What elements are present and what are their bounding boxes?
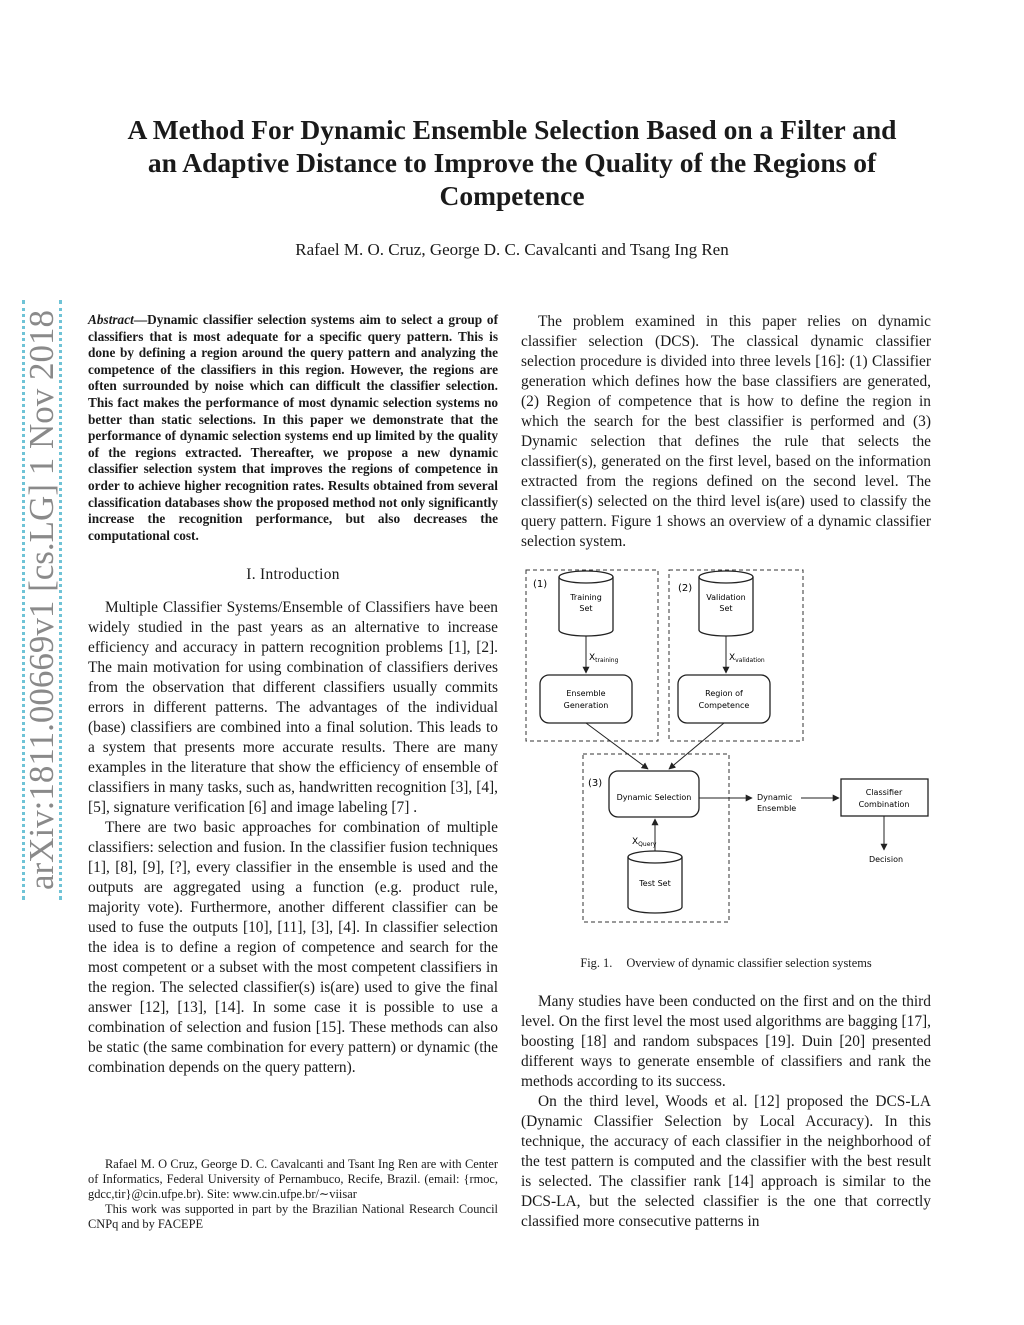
title-line: an Adaptive Distance to Improve the Quality of the Regions of — [147, 147, 877, 178]
body-paragraph: Multiple Classifier Systems/Ensemble of Classifiers have been widely studied in the past years as an alternative to increase efficiency and accuracy in pattern recognition problems [1], [2]. The main motivation for using combination of classifiers derives from the observation that different classifiers usually commits errors in different patterns. The advantages of the individual (base) classifiers are combined into a final solution. This leads to a system that presents more accurate results. There are many examples in the literature that show the efficiency of ensemble of classifiers in many tasks, such as, handwritten recognition [3], [4], [5], signature verification [6] and image labeling [7] . — [88, 599, 498, 817]
arxiv-stamp: arXiv:1811.00669v1 [cs.LG] 1 Nov 2018 — [22, 300, 62, 900]
arrow-ensemble-to-selection — [586, 723, 648, 769]
footnote-funding: This work was supported in part by the Brazilian National Research Council CNPq and by FACEPE — [88, 1202, 498, 1231]
arrow-region-to-selection — [669, 723, 724, 769]
figure-caption — [521, 956, 931, 971]
training-set-label: Training — [570, 593, 602, 602]
classifier-combination-label: Classifier — [865, 788, 903, 797]
dynamic-ensemble-label: Dynamic — [757, 793, 793, 802]
region-of-competence-label: Competence — [698, 701, 750, 710]
paper-title — [60, 113, 964, 212]
validation-set-label: Validation — [706, 593, 746, 602]
body-paragraph: On the third level, Woods et al. [12] proposed the DCS-LA (Dynamic Classifier Selection by Local Accuracy). In this technique, the accuracy of each classifier in the neighborhood of the test pattern is computed and the classifier with the best result is selected. The classifier rank [14] approach is similar to the DCS-LA, but the selected classifier is the one that correctly classified more consecutive patterns in — [521, 1093, 931, 1230]
figure-diagram — [521, 565, 933, 955]
validation-set-cylinder — [699, 571, 753, 636]
caption-text: Overview of dynamic classifier selection systems — [626, 956, 872, 970]
author-list: Rafael M. O. Cruz, George D. C. Cavalcanti and Tsang Ing Ren — [295, 240, 729, 259]
region-of-competence-box — [678, 675, 770, 723]
classifier-combination-box — [841, 779, 928, 816]
test-set-label: Test Set — [639, 879, 671, 888]
region-of-competence-label: Region of — [705, 689, 743, 698]
abstract-label: Abstract — [88, 312, 134, 327]
ensemble-generation-label: Generation — [563, 701, 609, 710]
left-column — [88, 312, 498, 1078]
training-set-cylinder — [559, 571, 613, 636]
training-set-label: Set — [579, 604, 593, 613]
test-set-cylinder — [628, 851, 682, 913]
stage1-label: (1) — [533, 579, 548, 590]
x-validation-label: $X_{validation}$ — [729, 653, 765, 664]
abstract-text: Dynamic classifier selection systems aim to select a group of classifiers that is most adequate for a specific query pattern. This is done by defining a region around the query pattern and analyzing the competence of the classifiers in this region. However, the regions are often surrounded by noise which can difficult the classifier selection. This fact makes the performance of most dynamic selection systems no better than static selections. In this paper we demonstrate that the performance of dynamic selection systems end up limited by the quality of the regions extracted. Thereafter, we propose a new dynamic classifier selection system that improves the regions of competence in order to achieve higher recognition rates. Results obtained from several classification databases show the proposed method not only significantly increase the recognition performance, but also decreases the computational cost. — [88, 312, 498, 543]
ensemble-generation-label: Ensemble — [566, 689, 606, 698]
stage2-label: (2) — [678, 583, 693, 594]
validation-set-label: Set — [719, 604, 733, 613]
stage3-label: (3) — [588, 778, 603, 789]
body-paragraph: Many studies have been conducted on the first and on the third level. On the first level the most used algorithms are bagging [17], boosting [18] and random subspaces [19]. Duin [20] presented different ways to generate ensemble of classifiers and rank the methods according to its success. — [521, 993, 931, 1090]
figure-dcs-overview — [521, 565, 933, 955]
abstract: Abstract—Dynamic classifier selection systems aim to select a group of classifiers that is most adequate for a specific query pattern. This is done by defining a region around the query pattern and analyzing the competence of the classifiers in this region. However, the regions are often surrounded by noise which can difficult the classifier selection. This fact makes the performance of most dynamic selection systems no better than static selections. In this paper we demonstrate that the performance of dynamic selection systems end up limited by the quality of the regions extracted. Thereafter, we propose a new dynamic classifier selection system that improves the regions of competence in order to achieve higher recognition rates. Results obtained from several classification databases show the proposed method not only significantly increase the recognition performance, but also decreases the computational cost. — [88, 312, 498, 543]
title-line: Competence — [439, 180, 585, 211]
body-paragraph: There are two basic approaches for combination of multiple classifiers: selection and fusion. In the classifier fusion techniques [1], [8], [9], [?], every classifier in the ensemble is used and the outputs are aggregated using a function (e.g. product rule, majority vote). Furthermore, another different classifier can be used to fuse the outputs [10], [11], [3], [4]. In classifier selection the idea is to define a region of competence and search for the most competent or a subset with the most competent classifiers in the region. The selected classifier(s) is(are) used to give the final answer [12], [13], [14]. In some case it is possible to use a combination of selection and fusion [15]. These methods can also be static (the same combination for every pattern) or dynamic (the combination depends on the query pattern). — [88, 819, 498, 1077]
x-training-label: $X_{training}$ — [589, 653, 619, 664]
right-column — [521, 312, 931, 552]
footnote-affiliation: Rafael M. O Cruz, George D. C. Cavalcanti and Tsant Ing Ren are with Center of Informatics, Federal University of Pernambuco, Recife, Brazil. (email: {rmoc, gdcc,tir}@cin.ufpe.br). Site: www.cin.ufpe.br/∼viisar — [88, 1157, 498, 1201]
caption-label: Fig. 1. — [580, 956, 613, 970]
dynamic-selection-label: Dynamic Selection — [616, 793, 692, 802]
title-line: A Method For Dynamic Ensemble Selection Based on a Filter and — [127, 114, 897, 145]
classifier-combination-label: Combination — [858, 800, 910, 809]
footnotes — [88, 1157, 498, 1232]
right-column-continued — [521, 992, 931, 1232]
decision-label: Decision — [868, 855, 904, 864]
body-paragraph: The problem examined in this paper relies on dynamic classifier selection (DCS). The classical dynamic classifier selection procedure is divided into three levels [16]: (1) Classifier generation which defines how the base classifiers are generated, (2) Region of competence that is how to define the region in which the search for the best classifier is performed and (3) Dynamic selection that defines the rule that selects the classifier(s), generated on the first level, based on the information extracted from the regions defined on the second level. The classifier(s) selected on the third level is(are) used to classify the query pattern. Figure 1 shows an overview of a dynamic classifier selection system. — [521, 313, 931, 550]
section-heading-introduction: I. Introduction — [246, 566, 340, 584]
x-query-label: $X_{Query}$ — [632, 837, 657, 848]
dynamic-ensemble-label: Ensemble — [757, 804, 797, 813]
ensemble-generation-box — [540, 675, 632, 723]
